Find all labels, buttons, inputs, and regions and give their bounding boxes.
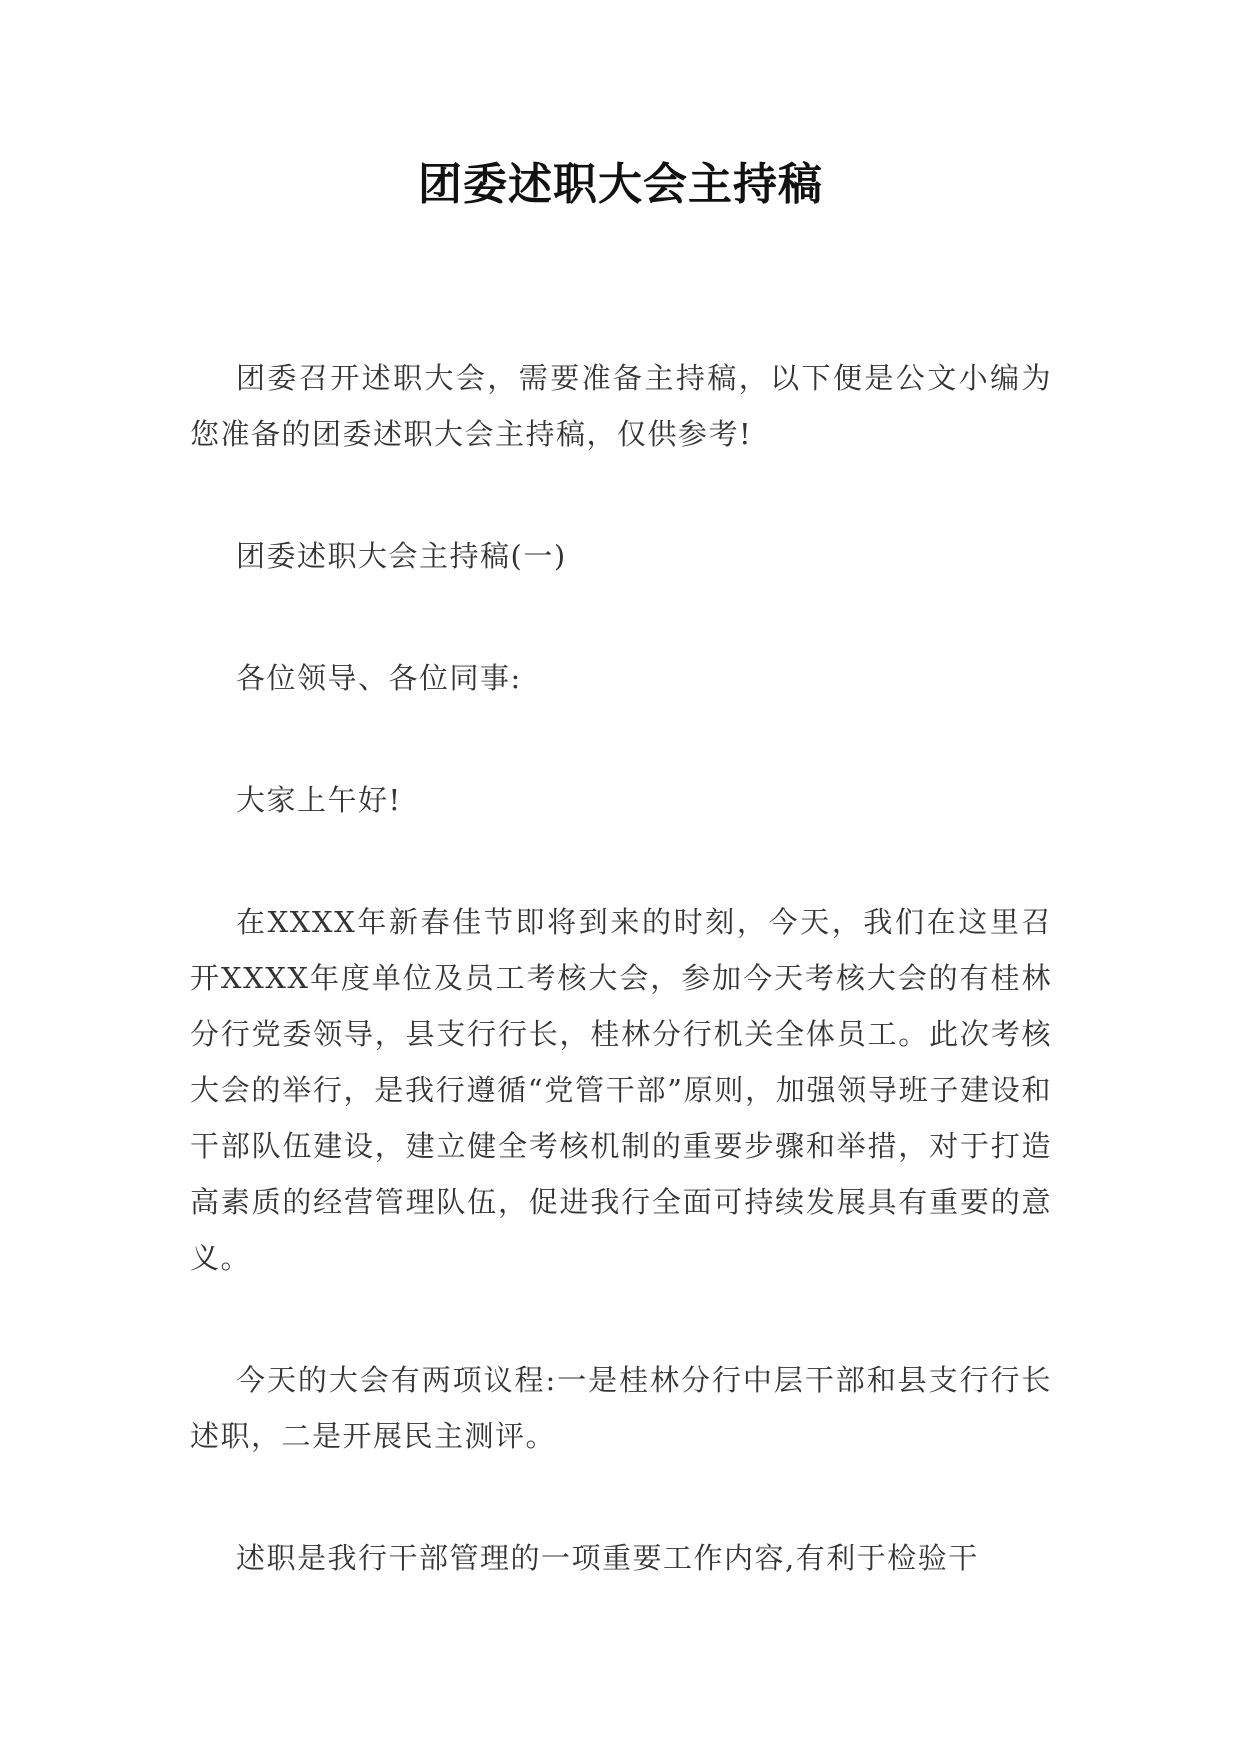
paragraph-intro: 团委召开述职大会，需要准备主持稿，以下便是公文小编为您准备的团委述职大会主持稿，仅供参考! xyxy=(190,361,1052,451)
document-body xyxy=(190,350,1052,1652)
paragraph-opening: 在XXXX年新春佳节即将到来的时刻，今天，我们在这里召开XXXX年度单位及员工考核大会，参加今天考核大会的有桂林分行党委领导，县支行行长，桂林分行机关全体员工。此次考核大会的举行，是我行遵循“党管干部”原则，加强领导班子建设和干部队伍建设，建立健全考核机制的重要步骤和举措，对于打造高素质的经营管理队伍，促进我行全面可持续发展具有重要的意义。 xyxy=(190,905,1052,1275)
paragraph-section-heading: 团委述职大会主持稿(一) xyxy=(236,539,567,573)
document-title: 团委述职大会主持稿 xyxy=(418,159,823,210)
paragraph-agenda: 今天的大会有两项议程:一是桂林分行中层干部和县支行行长述职，二是开展民主测评。 xyxy=(190,1363,1052,1453)
paragraph-greeting: 大家上午好! xyxy=(236,783,402,817)
paragraph-salutation: 各位领导、各位同事: xyxy=(236,661,522,695)
paragraph-continuation: 述职是我行干部管理的一项重要工作内容,有利于检验干 xyxy=(236,1541,979,1575)
